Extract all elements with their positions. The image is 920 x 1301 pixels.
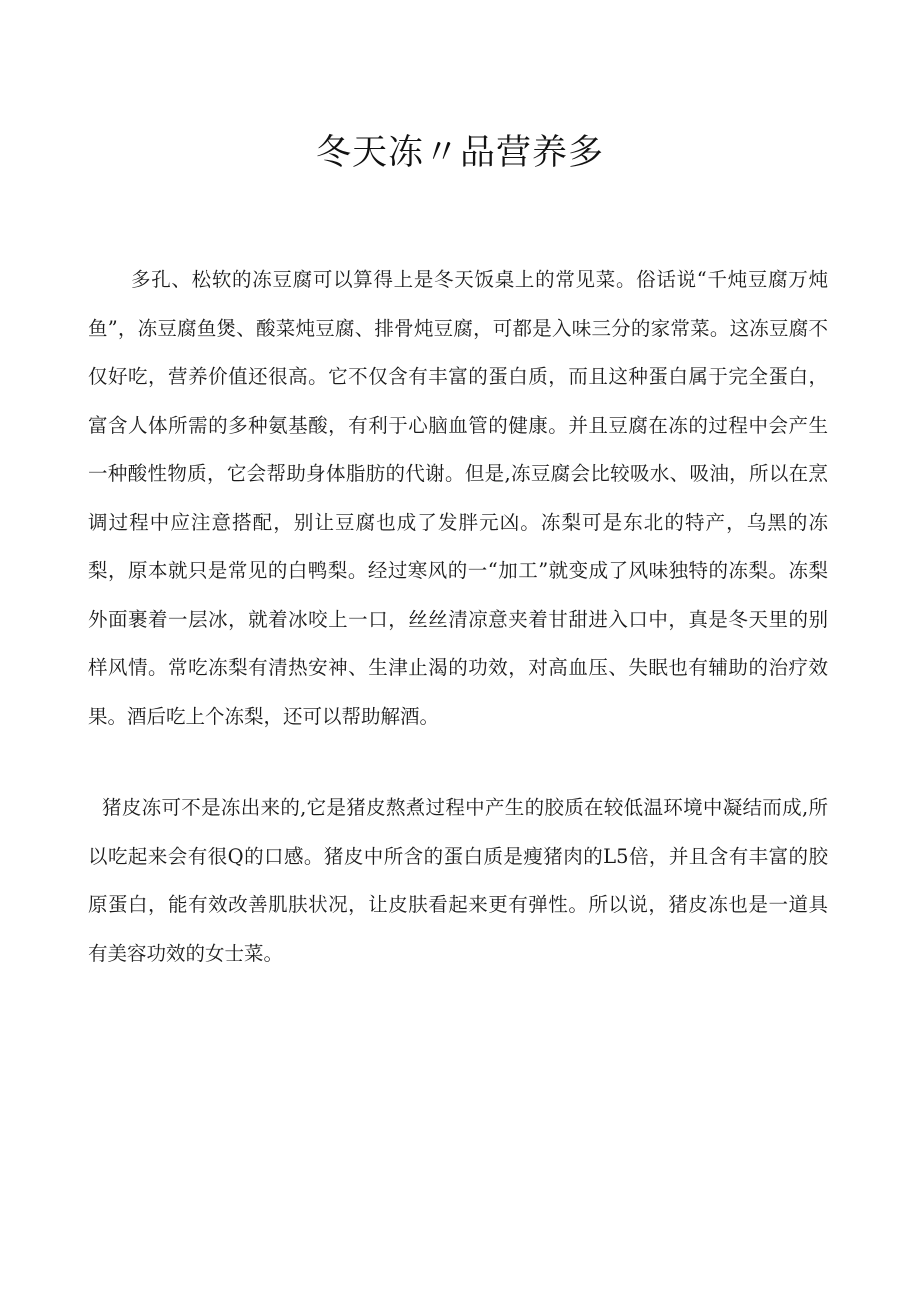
- paragraph-pork-skin-jelly: 猪皮冻可不是冻出来的,它是猪皮熬煮过程中产生的胶质在较低温环境中凝结而成,所以吃起来会有很Q的口感。猪皮中所含的蛋白质是瘦猪肉的L5倍，并且含有丰富的胶原蛋白，能有效改善肌肤状况，让皮肤看起来更有弹性。所以说，猪皮冻也是一道具有美容功效的女士菜。: [88, 796, 828, 965]
- paragraph-frozen-tofu-and-pear: 多孔、松软的冻豆腐可以算得上是冬天饭桌上的常见菜。俗话说“千炖豆腐万炖鱼”，冻豆腐鱼煲、酸菜炖豆腐、排骨炖豆腐，可都是入味三分的家常菜。这冻豆腐不仅好吃，营养价值还很高。它不仅含有丰富的蛋白质，而且这种蛋白属于完全蛋白，富含人体所需的多种氨基酸，有利于心脑血管的健康。并且豆腐在冻的过程中会产生一种酸性物质，它会帮助身体脂肪的代谢。但是,冻豆腐会比较吸水、吸油，所以在烹调过程中应注意搭配，别让豆腐也成了发胖元凶。冻梨可是东北的特产，乌黑的冻梨，原本就只是常见的白鸭梨。经过寒风的一“加工”就变成了风味独特的冻梨。冻梨外面裹着一层冰，就着冰咬上一口，丝丝清凉意夹着甘甜进入口中，真是冬天里的别样风情。常吃冻梨有清热安神、生津止渴的功效，对高血压、失眠也有辅助的治疗效果。酒后吃上个冻梨，还可以帮助解酒。: [88, 268, 828, 728]
- document-title: 冬天冻〃品营养多: [315, 133, 604, 173]
